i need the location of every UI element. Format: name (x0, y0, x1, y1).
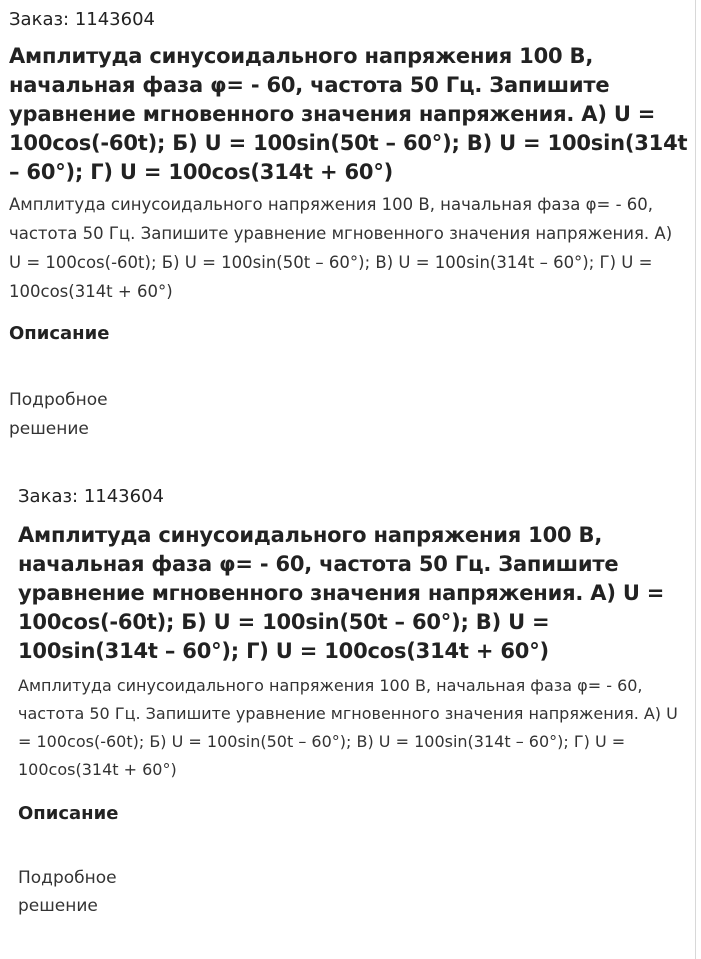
question-title: Амплитуда синусоидального напряжения 100 В, начальная фаза φ= - 60, частота 50 Гц. Запишите уравнение мгновенного значения напряжения. А) U = 100cos(-60t); Б) U = 100sin(50t – 60°); В) U = 100sin(314t – 60°); Г) U = 100cos(314t + 60°) (18, 523, 665, 663)
detailed-solution-link[interactable]: Подробное решение (9, 390, 108, 439)
detailed-solution-link[interactable]: Подробное решение (18, 868, 117, 916)
question-title: Амплитуда синусоидального напряжения 100 В, начальная фаза φ= - 60, частота 50 Гц. Запишите уравнение мгновенного значения напряжения. А) U = 100cos(-60t); Б) U = 100sin(50t – 60°); В) U = 100sin(314t – 60°); Г) U = 100cos(314t + 60°) (9, 44, 688, 184)
order-card (18, 485, 690, 920)
question-text: Амплитуда синусоидального напряжения 100 В, начальная фаза φ= - 60, частота 50 Гц. Запишите уравнение мгновенного значения напряжения. А) U = 100cos(-60t); Б) U = 100sin(50t – 60°); В) U = 100sin(314t – 60°); Г) U = 100cos(314t + 60°) (18, 676, 678, 779)
description-heading: Описание (18, 803, 119, 824)
order-card (9, 8, 689, 444)
order-number: Заказ: 1143604 (9, 9, 155, 30)
question-text: Амплитуда синусоидального напряжения 100 В, начальная фаза φ= - 60, частота 50 Гц. Запишите уравнение мгновенного значения напряжения. А) U = 100cos(-60t); Б) U = 100sin(50t – 60°); В) U = 100sin(314t – 60°); Г) U = 100cos(314t + 60°) (9, 195, 673, 301)
description-heading: Описание (9, 323, 110, 344)
order-number: Заказ: 1143604 (18, 486, 164, 507)
